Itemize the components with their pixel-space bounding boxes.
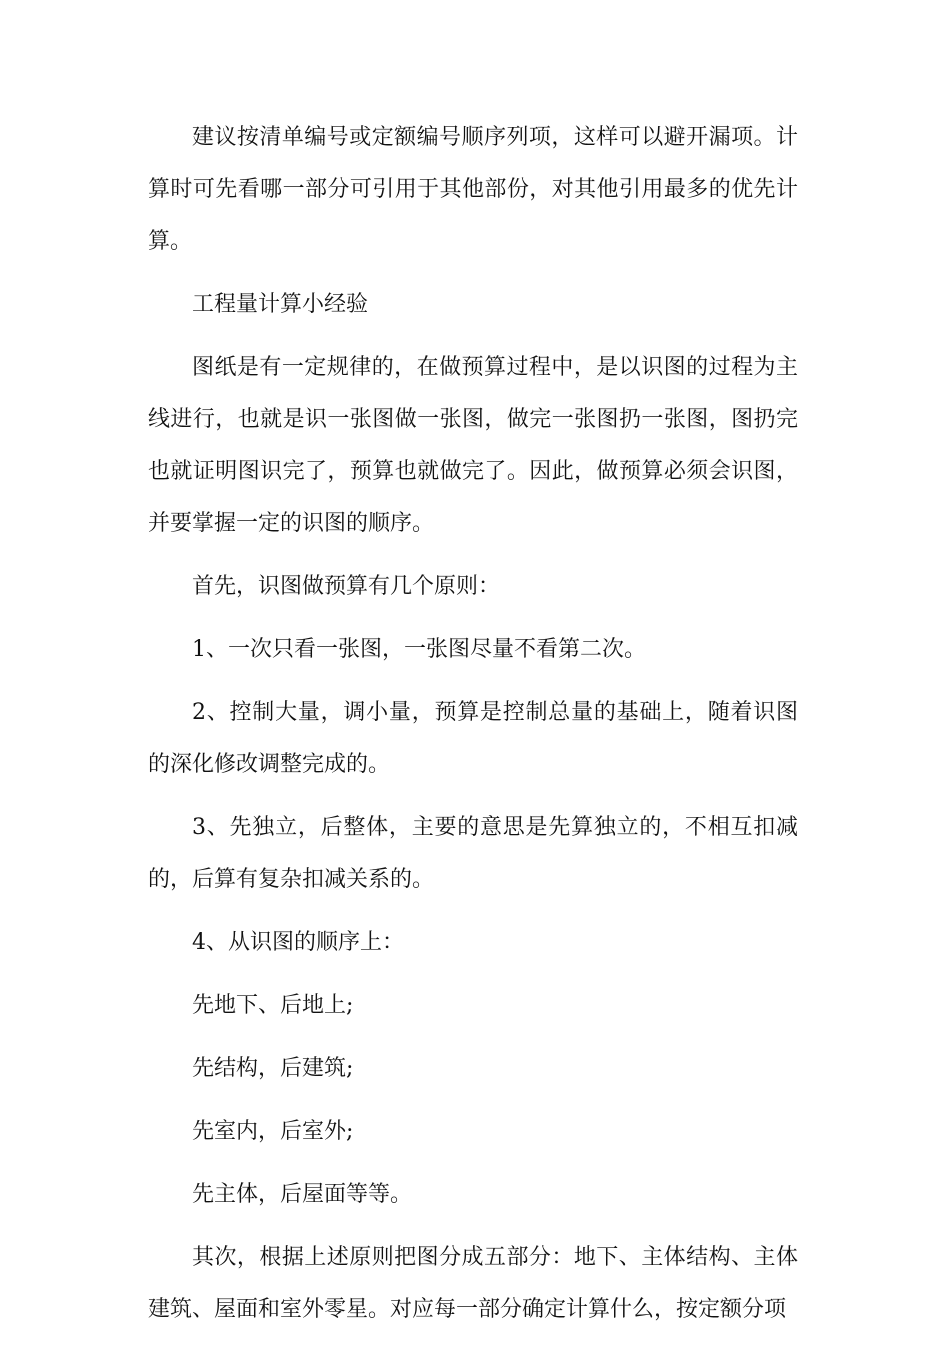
paragraph-five-parts: 其次，根据上述原则把图分成五部分：地下、主体结构、主体建筑、屋面和室外零星。对应每一部分确定计算什么，按定额分项 — [148, 1245, 798, 1322]
order-line-main-body: 先主体，后屋面等等。 — [192, 1182, 413, 1207]
principle-item-3: 3、先独立，后整体，主要的意思是先算独立的，不相互扣减的，后算有复杂扣减关系的。 — [148, 815, 798, 892]
paragraph-itemization-advice: 建议按清单编号或定额编号顺序列项，这样可以避开漏项。计算时可先看哪一部分可引用于其他部份，对其他引用最多的优先计算。 — [148, 125, 798, 254]
order-line-indoor: 先室内，后室外; — [192, 1119, 354, 1144]
document-body — [148, 112, 798, 1347]
section-heading-experience: 工程量计算小经验 — [192, 292, 369, 317]
principle-item-4: 4、从识图的顺序上： — [192, 930, 404, 955]
order-line-underground: 先地下、后地上; — [192, 993, 354, 1018]
principle-item-2: 2、控制大量，调小量，预算是控制总量的基础上，随着识图的深化修改调整完成的。 — [148, 700, 798, 777]
paragraph-principles-intro: 首先，识图做预算有几个原则： — [192, 574, 501, 599]
order-line-structure: 先结构，后建筑; — [192, 1056, 354, 1081]
principle-item-1: 1、一次只看一张图，一张图尽量不看第二次。 — [192, 637, 646, 662]
paragraph-drawing-reading: 图纸是有一定规律的，在做预算过程中，是以识图的过程为主线进行，也就是识一张图做一张图，做完一张图扔一张图，图扔完也就证明图识完了，预算也就做完了。因此，做预算必须会识图，并要掌握一定的识图的顺序。 — [148, 355, 798, 536]
